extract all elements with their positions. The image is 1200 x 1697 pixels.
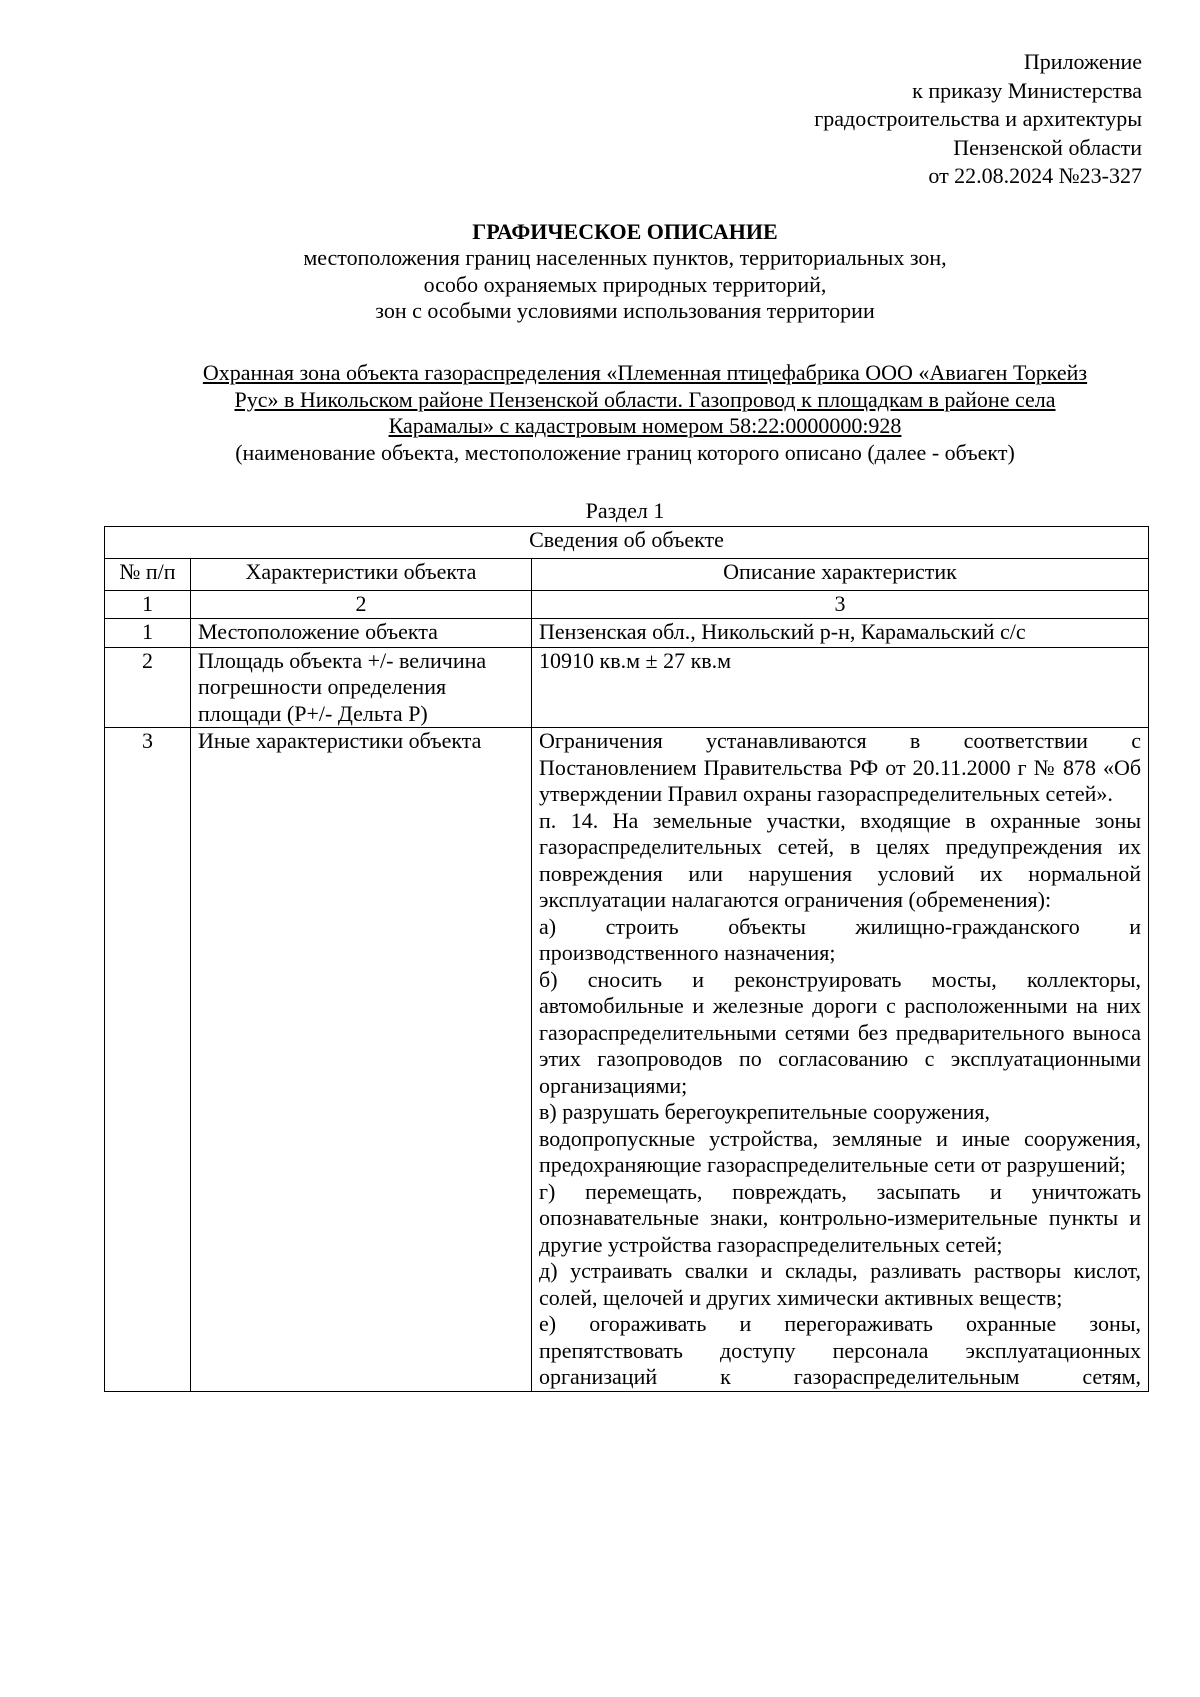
- row-number: 2: [105, 647, 191, 728]
- approval-line: Приложение: [1023, 49, 1142, 74]
- document-subtitle-line: особо охраняемых природных территорий,: [423, 271, 827, 297]
- description-paragraph: водопропускные устройства, земляные и иные сооружения, предохраняющие газораспределительные сети от разрушений;: [539, 1125, 1142, 1177]
- description-paragraph: а) строить объекты жилищно-гражданского и производственного назначения;: [539, 913, 1142, 965]
- description-paragraph: г) перемещать, повреждать, засыпать и уничтожать опознавательные знаки, контрольно-измерительные пункты и другие устройства газораспределительных сетей;: [539, 1178, 1142, 1257]
- document-title: ГРАФИЧЕСКОЕ ОПИСАНИЕ: [472, 219, 778, 244]
- object-name-line: Рус» в Никольском районе Пензенской области. Газопровод к площадкам в районе села: [234, 386, 1056, 412]
- object-name: [140, 360, 1150, 440]
- document-subtitle-line: местоположения границ населенных пунктов, территориальных зон,: [303, 245, 947, 270]
- table-title: Сведения об объекте: [105, 527, 1149, 559]
- object-name-line: Карамалы» с кадастровым номером 58:22:0000000:928: [388, 413, 902, 438]
- column-number-row: [105, 591, 1149, 619]
- row-characteristic: Иные характеристики объекта: [191, 728, 532, 1392]
- row-characteristic: Площадь объекта +/- величина погрешности определения площади (Р+/- Дельта Р): [191, 647, 532, 728]
- header-characteristic: Характеристики объекта: [191, 559, 532, 591]
- table-row: [105, 618, 1149, 647]
- object-name-line: Охранная зона объекта газораспределения «Племенная птицефабрика ООО «Авиаген Торкейз: [202, 360, 1088, 385]
- column-number: 3: [532, 591, 1149, 619]
- approval-line: Пензенской области: [953, 134, 1142, 160]
- description-paragraph: е) огораживать и перегораживать охранные зоны, препятствовать доступу персонала эксплуатационных организаций к газораспределительным сетям,: [539, 1311, 1142, 1389]
- table-title-row: [105, 527, 1149, 559]
- title-block: [100, 218, 1150, 325]
- row-description: Пензенская обл., Никольский р-н, Карамальский с/с: [532, 618, 1149, 647]
- description-paragraph: в) разрушать берегоукрепительные сооружения,: [539, 1099, 990, 1124]
- object-info-table: [104, 526, 1149, 1392]
- row-number: 1: [105, 618, 191, 647]
- approval-stamp: [814, 48, 1142, 191]
- row-description: [532, 728, 1149, 1392]
- header-description: Описание характеристик: [532, 559, 1149, 591]
- header-number: № п/п: [105, 559, 191, 591]
- approval-line: к приказу Министерства: [912, 77, 1142, 103]
- section-label: Раздел 1: [585, 498, 665, 523]
- object-caption: (наименование объекта, местоположение границ которого описано (далее - объект): [235, 440, 1015, 465]
- description-paragraph: Ограничения устанавливаются в соответствии с Постановлением Правительства РФ от 20.11.2000 г № 878 «Об утверждении Правил охраны газораспределительных сетей».: [539, 728, 1142, 806]
- table-header-row: [105, 559, 1149, 591]
- column-number: 2: [191, 591, 532, 619]
- row-description: 10910 кв.м ± 27 кв.м: [532, 647, 1149, 728]
- approval-date: от 22.08.2024 №23-327: [928, 163, 1142, 188]
- column-number: 1: [105, 591, 191, 619]
- document-subtitle-line: зон с особыми условиями использования территории: [375, 298, 875, 323]
- approval-line: градостроительства и архитектуры: [814, 106, 1142, 131]
- description-paragraph: д) устраивать свалки и склады, разливать растворы кислот, солей, щелочей и других химически активных веществ;: [539, 1258, 1142, 1310]
- table-row: [105, 647, 1149, 728]
- description-paragraph: п. 14. На земельные участки, входящие в охранные зоны газораспределительных сетей, в целях предупреждения их повреждения или нарушения условий их нормальной эксплуатации налагаются ограничения (обременения):: [539, 807, 1142, 912]
- row-characteristic: Местоположение объекта: [191, 618, 532, 647]
- description-paragraph: б) сносить и реконструировать мосты, коллекторы, автомобильные и железные дороги с расположенными на них газораспределительными сетями без предварительного выноса этих газопроводов по согласованию с эксплуатационными организациями;: [539, 966, 1142, 1098]
- table-row: [105, 728, 1149, 1392]
- row-number: 3: [105, 728, 191, 1392]
